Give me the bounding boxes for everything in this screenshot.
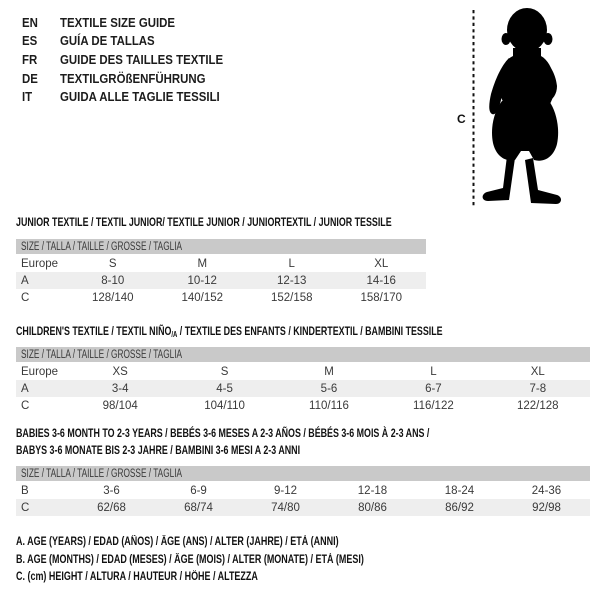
- size-cell: XL: [530, 365, 545, 378]
- language-row-fr: [22, 50, 245, 69]
- table-row-age: [16, 272, 426, 289]
- size-cell: M: [197, 257, 208, 270]
- row-label: C: [21, 291, 30, 304]
- height-cell: 80/86: [358, 501, 387, 514]
- height-cell: 86/92: [445, 501, 474, 514]
- age-cell: 14-16: [366, 274, 396, 287]
- language-code: IT: [22, 89, 33, 105]
- size-table-header: [16, 239, 426, 254]
- table-row-europe: [16, 363, 590, 380]
- months-cell: 3-6: [103, 484, 120, 497]
- junior-size-table: [16, 239, 426, 306]
- junior-section-title: [16, 215, 392, 229]
- size-cell: M: [324, 365, 334, 378]
- size-table-header: [16, 466, 590, 481]
- children-section-title: [16, 324, 443, 339]
- size-cell: S: [220, 365, 229, 378]
- baby-silhouette-icon: [445, 4, 585, 216]
- height-label: C: [457, 112, 466, 126]
- legend-line-a: A. AGE (YEARS) / EDAD (AÑOS) / ÂGE (ANS) / ALTER (JAHRE) / ETÀ (ANNI): [16, 536, 339, 548]
- children-size-table: [16, 347, 590, 414]
- months-cell: 18-24: [444, 484, 475, 497]
- age-cell: 4-5: [216, 382, 233, 395]
- row-label: C: [21, 501, 30, 514]
- height-cell: 152/158: [270, 291, 313, 304]
- height-cell: 68/74: [184, 501, 213, 514]
- language-row-de: [22, 69, 245, 88]
- size-cell: XS: [112, 365, 128, 378]
- children-title-pre: CHILDREN'S TEXTILE / TEXTIL NIÑO: [16, 324, 172, 338]
- height-cell: 128/140: [91, 291, 134, 304]
- size-cell: L: [430, 365, 437, 378]
- row-label: Europe: [21, 365, 59, 378]
- language-list: [22, 13, 245, 106]
- height-cell: 116/122: [413, 399, 454, 412]
- height-cell: 158/170: [360, 291, 403, 304]
- size-cell: XL: [374, 257, 389, 270]
- age-cell: 12-13: [277, 274, 307, 287]
- table-row-europe: [16, 255, 426, 272]
- height-cell: 140/152: [181, 291, 224, 304]
- row-label: B: [21, 484, 29, 497]
- language-code: DE: [22, 70, 38, 86]
- babies-title-line2: BABYS 3-6 MONATE BIS 2-3 JAHRE / BAMBINI 3-6 MESI A 2-3 ANNI: [16, 442, 301, 457]
- table-row-height: [16, 289, 426, 306]
- age-cell: 10-12: [187, 274, 217, 287]
- babies-size-table: [16, 466, 590, 516]
- months-cell: 6-9: [190, 484, 207, 497]
- age-cell: 8-10: [101, 274, 125, 287]
- height-cell: 110/116: [309, 399, 349, 412]
- age-cell: 6-7: [425, 382, 442, 395]
- legend: [16, 534, 462, 587]
- language-title: GUIDE DES TAILLES TEXTILE: [60, 51, 224, 67]
- language-code: FR: [22, 51, 38, 67]
- height-cell: 62/68: [97, 501, 126, 514]
- table-row-months: [16, 482, 590, 499]
- language-title: TEXTILE SIZE GUIDE: [60, 14, 176, 30]
- baby-silhouette: [483, 8, 561, 204]
- row-label: Europe: [21, 257, 59, 270]
- height-cell: 92/98: [532, 501, 561, 514]
- height-measure-figure: [445, 4, 585, 216]
- legend-line-c: C. (cm) HEIGHT / ALTURA / HAUTEUR / HÖHE / ALTEZZA: [16, 571, 258, 583]
- table-row-height: [16, 499, 590, 516]
- size-header-text: SIZE / TALLA / TAILLE / GRÖSSE / TAGLIA: [21, 348, 183, 361]
- junior-section-title-text: JUNIOR TEXTILE / TEXTIL JUNIOR/ TEXTILE JUNIOR / JUNIORTEXTIL / JUNIOR TESSILE: [16, 215, 392, 229]
- children-title-post: / TEXTILE DES ENFANTS / KINDERTEXTIL / BAMBINI TESSILE: [177, 324, 443, 338]
- language-code: ES: [22, 33, 38, 49]
- size-header-text: SIZE / TALLA / TAILLE / GRÖSSE / TAGLIA: [21, 240, 183, 253]
- children-title-sub: /A: [171, 330, 178, 339]
- row-label: A: [21, 382, 29, 395]
- language-title: GUIDA ALLE TAGLIE TESSILI: [60, 89, 220, 105]
- size-cell: S: [108, 257, 117, 270]
- months-cell: 24-36: [531, 484, 562, 497]
- months-cell: 9-12: [273, 484, 298, 497]
- language-code: EN: [22, 14, 38, 30]
- row-label: A: [21, 274, 29, 287]
- language-row-es: [22, 32, 245, 51]
- table-row-height: [16, 397, 590, 414]
- months-cell: 12-18: [357, 484, 388, 497]
- size-cell: L: [288, 257, 295, 270]
- age-cell: 5-6: [320, 382, 338, 395]
- language-row-en: [22, 13, 245, 32]
- language-row-it: [22, 87, 245, 106]
- babies-section-title: [16, 425, 429, 458]
- babies-title-line1: BABIES 3-6 MONTH TO 2-3 YEARS / BEBÉS 3-6 MESES A 2-3 AÑOS / BÉBÉS 3-6 MOIS À 2-3 ANS /: [16, 426, 430, 440]
- language-title: GUÍA DE TALLAS: [60, 33, 155, 49]
- table-row-age: [16, 380, 590, 397]
- size-header-text: SIZE / TALLA / TAILLE / GRÖSSE / TAGLIA: [21, 467, 183, 480]
- size-table-header: [16, 347, 590, 362]
- height-cell: 98/104: [102, 399, 138, 412]
- height-cell: 122/128: [517, 399, 559, 412]
- language-title: TEXTILGRÖßENFÜHRUNG: [60, 70, 206, 86]
- age-cell: 3-4: [111, 382, 129, 395]
- legend-line-b: B. AGE (MONTHS) / EDAD (MESES) / ÂGE (MOIS) / ALTER (MONATE) / ETÀ (MESI): [16, 553, 364, 566]
- height-cell: 104/110: [204, 399, 245, 412]
- height-cell: 74/80: [271, 501, 300, 514]
- row-label: C: [21, 399, 30, 412]
- age-cell: 7-8: [529, 382, 547, 395]
